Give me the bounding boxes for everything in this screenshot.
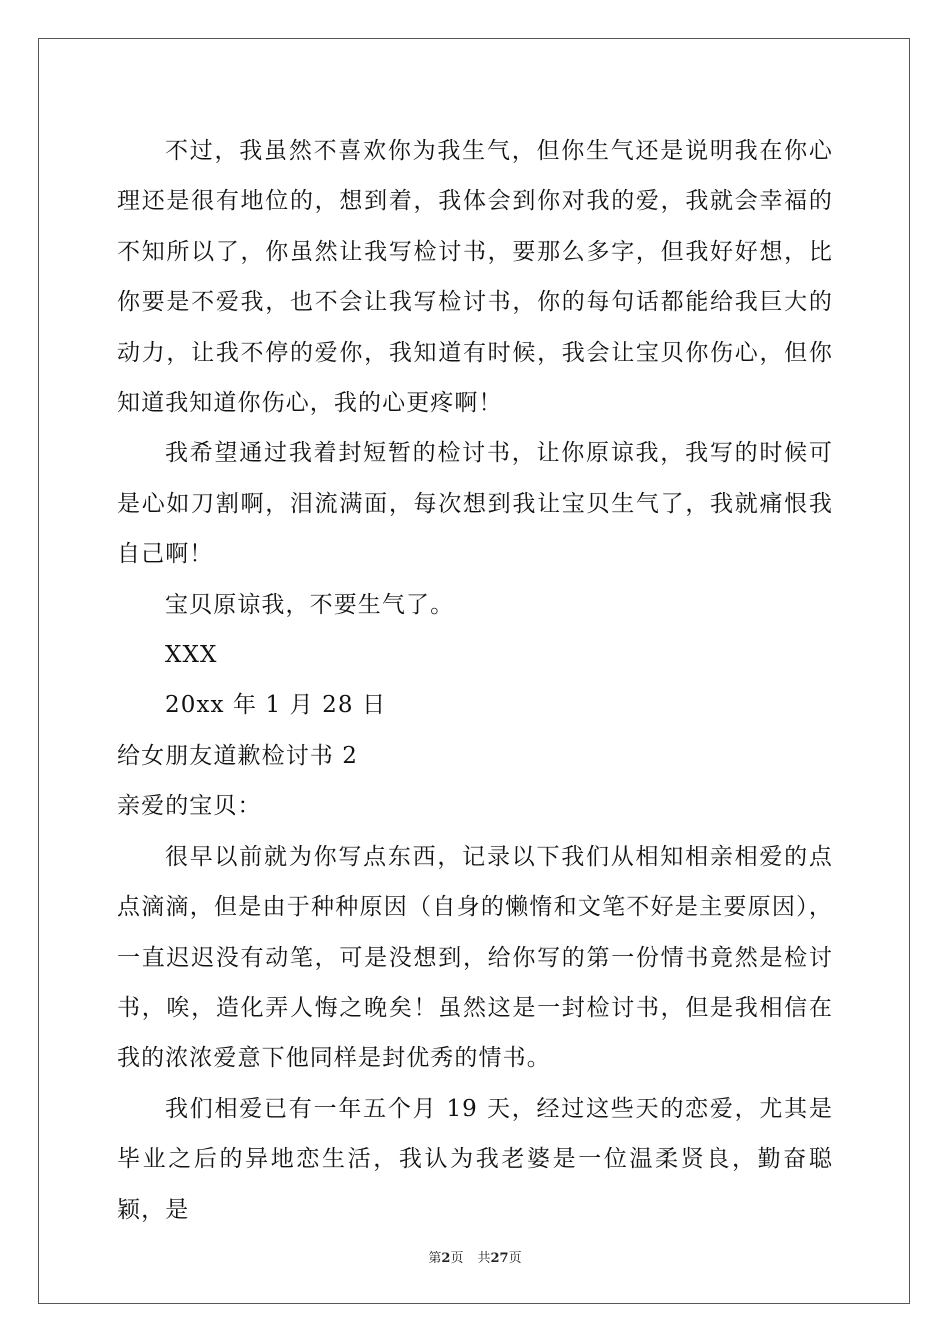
paragraph-2: 我希望通过我着封短暂的检讨书，让你原谅我，我写的时候可是心如刀割啊，泪流满面，每次想到我让宝贝生气了，我就痛恨我自己啊！ bbox=[117, 440, 833, 568]
page-number-prefix: 第 bbox=[428, 1251, 442, 1266]
page-footer bbox=[0, 1247, 950, 1266]
signature-name: XXX bbox=[165, 642, 218, 669]
paragraph-1: 不过，我虽然不喜欢你为我生气，但你生气还是说明我在你心理还是很有地位的，想到着，我体会到你对我的爱，我就会幸福的不知所以了，你虽然让我写检讨书，要那么多字，但我好好想，比你要是不爱我，也不会让我写检讨书，你的每句话都能给我巨大的动力，让我不停的爱你，我知道有时候，我会让宝贝你伤心，但你知道我知道你伤心，我的心更疼啊！ bbox=[117, 138, 833, 417]
paragraph-4: 很早以前就为你写点东西，记录以下我们从相知相亲相爱的点点滴滴，但是由于种种原因（自身的懒惰和文笔不好是主要原因），一直迟迟没有动笔，可是没想到，给你写的第一份情书竟然是检讨书，唉，造化弄人悔之晚矣！虽然这是一封检讨书，但是我相信在我的浓浓爱意下他同样是封优秀的情书。 bbox=[117, 843, 833, 1072]
page-number-current: 2 bbox=[441, 1251, 451, 1266]
page-total-prefix: 共 bbox=[477, 1251, 491, 1266]
section-title: 给女朋友道歉检讨书 2 bbox=[117, 742, 359, 769]
document-body bbox=[117, 126, 833, 1235]
salutation: 亲爱的宝贝： bbox=[117, 793, 262, 820]
page-number-total: 27 bbox=[490, 1251, 509, 1266]
signature-date: 20xx 年 1 月 28 日 bbox=[165, 692, 387, 719]
page-number-suffix: 页 bbox=[450, 1251, 464, 1266]
paragraph-3: 宝贝原谅我，不要生气了。 bbox=[165, 591, 455, 618]
page-total-suffix: 页 bbox=[508, 1251, 522, 1266]
paragraph-5: 我们相爱已有一年五个月 19 天，经过这些天的恋爱，尤其是毕业之后的异地恋生活，我认为我老婆是一位温柔贤良，勤奋聪颖，是 bbox=[117, 1095, 833, 1223]
